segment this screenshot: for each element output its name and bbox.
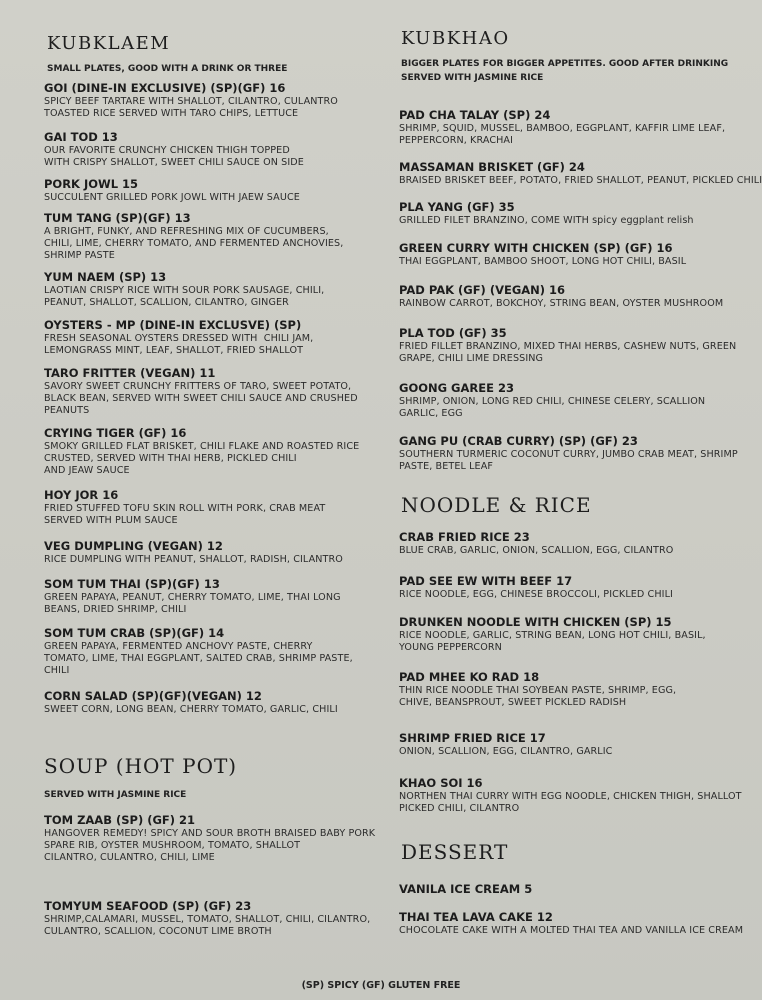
menu-item-description: HANGOVER REMEDY! SPICY AND SOUR BROTH BRAISED BABY PORK SPARE RIB, OYSTER MUSHROOM, TOMATO, SHALLOT CILANTRO, CULANTRO, CHILI, LIME [44,828,376,863]
menu-item-description: RICE NOODLE, GARLIC, STRING BEAN, LONG HOT CHILI, BASIL, YOUNG PEPPERCORN [399,630,706,653]
menu-item-name: VEG DUMPLING (VEGAN) 12 [44,539,223,553]
menu-item [399,910,743,937]
section-title-soup: SOUP (HOT POT) [44,754,238,778]
menu-item [44,626,353,677]
menu-item [44,577,341,616]
menu-item [44,211,343,262]
menu-item-description: CHOCOLATE CAKE WITH A MOLTED THAI TEA AND VANILLA ICE CREAM [399,925,744,936]
menu-item-description: FRIED STUFFED TOFU SKIN ROLL WITH PORK, CRAB MEAT SERVED WITH PLUM SAUCE [44,503,326,526]
menu-item-description: A BRIGHT, FUNKY, AND REFRESHING MIX OF CUCUMBERS, CHILI, LIME, CHERRY TOMATO, AND FERMENTED ANCHOVIES, SHRIMP PASTE [44,226,344,261]
menu-item-name: SOM TUM CRAB (SP)(GF) 14 [44,626,225,640]
menu-item [44,689,338,716]
menu-item [399,615,706,654]
menu-item [399,200,694,227]
menu-item-name: TARO FRITTER (VEGAN) 11 [44,366,216,380]
menu-item [44,899,370,938]
menu-item-description: THAI EGGPLANT, BAMBOO SHOOT, LONG HOT CHILI, BASIL [399,256,687,267]
menu-item [399,160,762,187]
menu-item-name: YUM NAEM (SP) 13 [44,270,167,284]
menu-item-name: PAD MHEE KO RAD 18 [399,670,540,684]
menu-item-name: MASSAMAN BRISKET (GF) 24 [399,160,585,174]
menu-item-description: LAOTIAN CRISPY RICE WITH SOUR PORK SAUSAGE, CHILI, PEANUT, SHALLOT, SCALLION, CILANTRO, GINGER [44,285,325,308]
section-subtitle-kubklaem: SMALL PLATES, GOOD WITH A DRINK OR THREE [47,64,288,74]
menu-item-name: OYSTERS - MP (DINE-IN EXCLUSVE) (SP) [44,318,302,332]
menu-item-description: NORTHEN THAI CURRY WITH EGG NOODLE, CHICKEN THIGH, SHALLOT PICKED CHILI, CILANTRO [399,791,742,814]
menu-item-name: GREEN CURRY WITH CHICKEN (SP) (GF) 16 [399,241,673,255]
menu-item-description: FRESH SEASONAL OYSTERS DRESSED WITH CHILI JAM, LEMONGRASS MINT, LEAF, SHALLOT, FRIED SHALLOT [44,333,314,356]
menu-item [399,776,742,815]
menu-item [44,488,325,527]
menu-item [399,108,725,147]
menu-item [399,241,686,268]
menu-item-description: GRILLED FILET BRANZINO, COME WITH spicy eggplant relish [399,215,694,226]
menu-item-description: ONION, SCALLION, EGG, CILANTRO, GARLIC [399,746,613,757]
menu-item-name: VANILA ICE CREAM 5 [399,882,533,896]
menu-item-description: SPICY BEEF TARTARE WITH SHALLOT, CILANTRO, CULANTRO TOASTED RICE SERVED WITH TARO CHIPS, LETTUCE [44,96,338,119]
menu-item [399,530,673,557]
menu-item-name: SHRIMP FRIED RICE 17 [399,731,546,745]
menu-item [399,283,723,310]
menu-item-name: PAD CHA TALAY (SP) 24 [399,108,551,122]
section-title-kubklaem: KUBKLAEM [47,33,171,54]
menu-item-name: GANG PU (CRAB CURRY) (SP) (GF) 23 [399,434,638,448]
menu-item-description: SHRIMP,CALAMARI, MUSSEL, TOMATO, SHALLOT, CHILI, CILANTRO, CULANTRO, SCALLION, COCONUT LIME BROTH [44,914,371,937]
menu-item-name: GOI (DINE-IN EXCLUSIVE) (SP)(GF) 16 [44,81,286,95]
menu-item [399,670,676,709]
menu-item-description: OUR FAVORITE CRUNCHY CHICKEN THIGH TOPPED WITH CRISPY SHALLOT, SWEET CHILI SAUCE ON SIDE [44,145,304,168]
menu-item-name: PLA YANG (GF) 35 [399,200,515,214]
menu-item-description: FRIED FILLET BRANZINO, MIXED THAI HERBS, CASHEW NUTS, GREEN GRAPE, CHILI LIME DRESSING [399,341,737,364]
menu-item-description: SAVORY SWEET CRUNCHY FRITTERS OF TARO, SWEET POTATO, BLACK BEAN, SERVED WITH SWEET CHILI SAUCE AND CRUSHED PEANUTS [44,381,358,416]
menu-item-description: THIN RICE NOODLE THAI SOYBEAN PASTE, SHRIMP, EGG, CHIVE, BEANSPROUT, SWEET PICKLED RADISH [399,685,677,708]
menu-item-description: SUCCULENT GRILLED PORK JOWL WITH JAEW SAUCE [44,192,300,203]
menu-item-name: DRUNKEN NOODLE WITH CHICKEN (SP) 15 [399,615,672,629]
menu-item [399,381,705,420]
menu-item [44,130,304,169]
menu-item [44,81,338,120]
menu-item-description: SMOKY GRILLED FLAT BRISKET, CHILI FLAKE AND ROASTED RICE CRUSTED, SERVED WITH THAI HERB, PICKLED CHILI AND JEAW SAUCE [44,441,360,476]
section-title-dessert: DESSERT [401,840,509,864]
menu-item [44,318,313,357]
menu-item-description: SHRIMP, SQUID, MUSSEL, BAMBOO, EGGPLANT, KAFFIR LIME LEAF, PEPPERCORN, KRACHAI [399,123,726,146]
menu-item-name: GOONG GAREE 23 [399,381,514,395]
menu-item [44,366,358,417]
dietary-legend: (SP) SPICY (GF) GLUTEN FREE [301,980,461,991]
menu-item-description: GREEN PAPAYA, PEANUT, CHERRY TOMATO, LIME, THAI LONG BEANS, DRIED SHRIMP, CHILI [44,592,341,615]
menu-item-name: CRAB FRIED RICE 23 [399,530,530,544]
menu-item [399,326,736,365]
section-subtitle-kubkhao: BIGGER PLATES FOR BIGGER APPETITES. GOOD AFTER DRINKING SERVED WITH JASMINE RICE [401,59,729,83]
menu-item-name: SOM TUM THAI (SP)(GF) 13 [44,577,220,591]
menu-item [44,539,343,566]
menu-item [44,426,359,477]
menu-item [44,813,375,864]
menu-item-name: THAI TEA LAVA CAKE 12 [399,910,553,924]
menu-item-name: PLA TOD (GF) 35 [399,326,507,340]
menu-item-name: TUM TANG (SP)(GF) 13 [44,211,191,225]
menu-item-name: TOMYUM SEAFOOD (SP) (GF) 23 [44,899,252,913]
menu-item-description: BRAISED BRISKET BEEF, POTATO, FRIED SHALLOT, PEANUT, PICKLED CHILI [399,175,762,186]
menu-item-description: SHRIMP, ONION, LONG RED CHILI, CHINESE CELERY, SCALLION GARLIC, EGG [399,396,706,419]
section-subtitle-soup: SERVED WITH JASMINE RICE [44,790,187,800]
menu-item-name: PAD SEE EW WITH BEEF 17 [399,574,573,588]
menu-item [399,434,738,473]
menu-item [44,270,324,309]
menu-item-description: RICE DUMPLING WITH PEANUT, SHALLOT, RADISH, CILANTRO [44,554,343,565]
menu-item-name: HOY JOR 16 [44,488,119,502]
section-title-noodle-rice: NOODLE & RICE [401,493,592,517]
menu-item-name: PAD PAK (GF) (VEGAN) 16 [399,283,566,297]
menu-item-name: CORN SALAD (SP)(GF)(VEGAN) 12 [44,689,262,703]
section-title-kubkhao: KUBKHAO [401,28,510,49]
menu-item-description: RICE NOODLE, EGG, CHINESE BROCCOLI, PICKLED CHILI [399,589,673,600]
menu-item [44,177,300,204]
menu-item [399,731,612,758]
menu-item-description: GREEN PAPAYA, FERMENTED ANCHOVY PASTE, CHERRY TOMATO, LIME, THAI EGGPLANT, SALTED CRAB, SHRIMP PASTE, CHILI [44,641,353,676]
menu-item-description: BLUE CRAB, GARLIC, ONION, SCALLION, EGG, CILANTRO [399,545,674,556]
menu-item-name: GAI TOD 13 [44,130,118,144]
menu-item-description: SOUTHERN TURMERIC COCONUT CURRY, JUMBO CRAB MEAT, SHRIMP PASTE, BETEL LEAF [399,449,738,472]
menu-item-description: RAINBOW CARROT, BOKCHOY, STRING BEAN, OYSTER MUSHROOM [399,298,724,309]
menu-item [399,574,673,601]
menu-item-name: KHAO SOI 16 [399,776,483,790]
menu-item [399,882,532,897]
menu-item-name: CRYING TIGER (GF) 16 [44,426,187,440]
menu-item-description: SWEET CORN, LONG BEAN, CHERRY TOMATO, GARLIC, CHILI [44,704,338,715]
menu-item-name: PORK JOWL 15 [44,177,139,191]
menu-item-name: TOM ZAAB (SP) (GF) 21 [44,813,196,827]
